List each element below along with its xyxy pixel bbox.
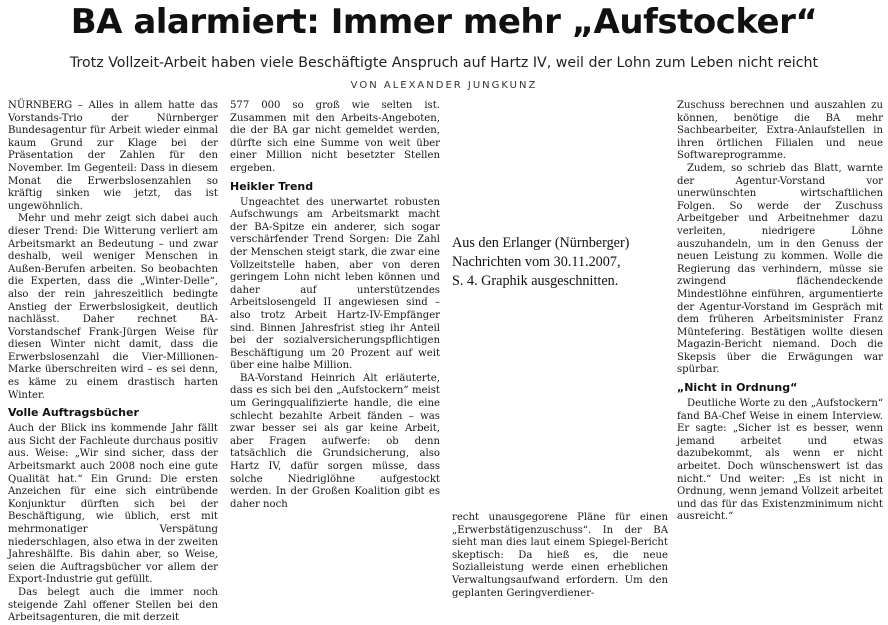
paragraph: BA-Vorstand Heinrich Alt erläuterte, dass es sich bei den „Aufstockern“ meist um Geringqualifizierte handle, die eine schlecht bezahlte Arbeit fänden – was zwar besser sei als gar keine Arbeit, aber Fragen aufwerfe: ob denn tatsächlich die Grundsicherung, also Hartz IV, dafür sorgen müsse, dass solche Niedriglöhne aufgestockt werden. In der Großen Koalition gibt es daher noch	[230, 372, 440, 510]
paragraph: Ungeachtet des unerwartet robusten Aufschwungs am Arbeitsmarkt macht der BA-Spitze ein anderer, sich sogar verschärfender Trend Sorgen: Die Zahl der Menschen steigt stark, die zwar eine Vollzeitstelle haben, aber von deren geringem Lohn nicht leben können und daher auf unterstützendes Arbeitslosengeld II angewiesen sind – also trotz Arbeit Hartz-IV-Empfänger sind. Binnen Jahresfrist stieg ihr Anteil bei der sozialversicherungspflichtigen Beschäftigung um 20 Prozent auf weit über eine halbe Million.	[230, 196, 440, 372]
paragraph: recht unausgegorene Pläne für einen „Erwerbstätigenzuschuss“. In der BA sieht man dies laut einem Spiegel-Bericht skeptisch: Da hieß es, die neue Sozialleistung werde einen erheblichen Verwaltungsaufwand erfordern. Um den geplanten Geringverdiener-	[452, 512, 668, 599]
source-note-line: S. 4. Graphik ausgeschnitten.	[452, 273, 619, 289]
article-column-4	[677, 100, 883, 600]
paragraph: NÜRNBERG – Alles in allem hatte das Vorstands-Trio der Nürnberger Bundesagentur für Arbeit wieder einmal kaum Grund zur Klage bei der Präsentation der Zahlen für den November. Im Gegenteil: Dass in diesem Monat die Erwerbslosenzahlen so kräftig sinken wie jetzt, das ist ungewöhnlich.	[8, 100, 218, 212]
section-heading: Heikler Trend	[230, 179, 314, 193]
paragraph: Das belegt auch die immer noch steigende Zahl offener Stellen bei den Arbeitsagenturen, die mit derzeit	[8, 586, 218, 624]
paragraph: Mehr und mehr zeigt sich dabei auch dieser Trend: Die Witterung verliert am Arbeitsmarkt an Bedeutung – und zwar deshalb, weil weniger Menschen in Außen-Berufen arbeiten. So beobachten die Experten, dass die „Winter-Delle“, also der rein jahreszeitlich bedingte Anstieg der Erwerbslosigkeit, deutlich nachlässt. Daher rechnet BA-Vorstandschef Frank-Jürgen Weise für diesen Winter nicht damit, dass die Erwerbslosenzahl die Vier-Millionen-Marke überschreiten wird – es sei denn, es käme zu einem drastisch harten Winter.	[8, 213, 218, 401]
article-column-2	[230, 100, 440, 518]
paragraph: Auch der Blick ins kommende Jahr fällt aus Sicht der Fachleute durchaus positiv aus. Weise: „Wir sind sicher, dass der Arbeitsmarkt auch 2008 noch eine gute Qualität hat.“ Ein Grund: Die ersten Anzeichen für eine sich eintrübende Konjunktur dürften sich bei der Beschäftigung, wie üblich, erst mit mehrmonatiger Verspätung niederschlagen, also etwa in der zweiten Jahreshälfte. Bis dahin aber, so Weise, seien die Auftragsbücher vor allem der Export-Industrie gut gefüllt.	[8, 423, 218, 586]
article-column-3-continued	[452, 512, 668, 602]
source-note-line: Aus den Erlanger (Nürnberger)	[452, 235, 630, 251]
article-column-1	[8, 100, 218, 624]
paragraph: 577 000 so groß wie selten ist. Zusammen mit den Arbeits-Angeboten, die der BA gar nicht gemeldet werden, dürfte sich eine Summe von weit über einer Million nicht besetzter Stellen ergeben.	[230, 100, 440, 174]
paragraph: Zuschuss berechnen und auszahlen zu können, benötige die BA mehr Sachbearbeiter, Extra-Anlaufstellen in ihren örtlichen Filialen und neue Softwareprogramme.	[677, 100, 883, 162]
paragraph: Deutliche Worte zu den „Aufstockern“ fand BA-Chef Weise in einem Interview. Er sagte: „Sicher ist es besser, wenn jemand arbeitet und etwas dazubekommt, als wenn er nicht arbeitet. Doch wünschenswert ist das nicht.“ Und weiter: „Es ist nicht in Ordnung, wenn jemand Vollzeit arbeitet und das für das Existenzminimum nicht ausreicht.“	[677, 398, 883, 523]
article-subheadline: Trotz Vollzeit-Arbeit haben viele Beschäftigte Anspruch auf Hartz IV, weil der Lohn zum Leben nicht reicht	[69, 55, 819, 71]
article-byline: VON ALEXANDER JUNGKUNZ	[350, 80, 538, 91]
section-heading: „Nicht in Ordnung“	[677, 381, 798, 395]
article-headline: BA alarmiert: Immer mehr „Aufstocker“	[70, 2, 818, 42]
source-note-line: Nachrichten vom 30.11.2007,	[452, 254, 621, 270]
section-heading: Volle Auftragsbücher	[8, 406, 139, 420]
paragraph: Zudem, so schrieb das Blatt, warnte der Agentur-Vorstand vor unerwünschten wirtschaftlichen Folgen. So werde der Zuschuss Arbeitgeber und Arbeitnehmer dazu verleiten, niedrigere Löhne auszuhandeln, um in den Genuss der neuen Leistung zu kommen. Wolle die Regierung das verhindern, müsse sie zwingend flächendeckende Mindestlöhne einführen, argumentierte der Agentur-Vorstand im Gespräch mit dem früheren Arbeitsminister Franz Müntefering. Bestätigen wollte diesen Magazin-Bericht niemand. Doch die Skepsis über die Erwägungen war spürbar.	[677, 162, 883, 376]
source-note	[452, 234, 662, 291]
